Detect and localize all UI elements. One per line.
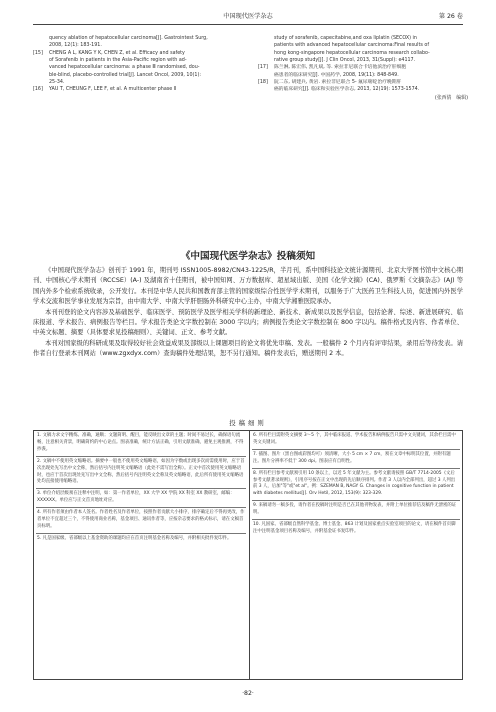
reference-number: [16] bbox=[33, 87, 43, 93]
notice-paragraph: 本刊刊登的论文内容涉及基础医学、临床医学、预防医学及医学相关学科的新理论、新技术、新成果以及医学信息，包括论著、综述、新进展研究、临床报道、学术报告、病例报告等栏目。学术报告类论文字数控制在 3000 字以内；病例报告类论文字数控制在 800 字以内。稿件格式及内容、作者单位、中英文标题、摘要（具体要求见投稿细则）、关键词、正文、参考文献。 bbox=[33, 308, 463, 337]
journal-name: 中国现代医学杂志 bbox=[223, 13, 273, 20]
reference-number bbox=[33, 35, 49, 50]
column-divider bbox=[249, 431, 250, 679]
guideline-item: 1. 文稿力求文字精练、准确，通顺；文题简明、醒目，能反映出文章的主题；时间不易过长，确保语句流畅，注意相关背景，明确简约的中心论点。图表准确，统计方法正确，引用文献准确，避免主观推测，不得抄袭。 bbox=[36, 431, 246, 457]
reference-number bbox=[258, 35, 274, 64]
guideline-item: 8. 所有栏目参考文献须引用 10 条以上，以近 5 年文献为主。参考文献请按照 GB/T 7714-2005《文后参考文献著录规则》，引用序号按在正文中出现的先后顺序排列。作者 3 人以内全部列出，超过 3 人列出前 3 人，后加"等"或"et al"。例：SZEMAN B, NAGY G. Changes in cognitive function in patient with diabetes mellitus[J]. Orv Hetil, 2012, 153(9): 323-329. bbox=[252, 469, 460, 502]
reference-line: patients with advanced hepatocellular carcinoma:Final results of bbox=[274, 43, 430, 49]
reference-entry bbox=[258, 35, 468, 64]
guideline-item: 10. 凡国家、省部级自然科学基金、博士基金、863 计划及国家重点实验室项目的论文，请在稿件首页脚注中注明基金项目名称及编号，并附基金证书复印件。 bbox=[253, 522, 456, 534]
reference-entry bbox=[258, 79, 468, 94]
guideline-item: 2. 文稿中不使用英文缩略语。摘要中一般也不使用英文缩略语，如因为字数或出现多次而需使用时，应于首次出现处先写出中文全称，然后括号内注明英文缩略语（此处不需写出全称）。正文中首次使用英文缩略语时，也应于首次出现处先写出中文全称，然后括号内注明英文全称及英文缩略语，此后所有使用英文缩略语处均直接使用缩略语。 bbox=[36, 457, 246, 490]
references-left-column bbox=[33, 35, 245, 94]
notice-title: 《中国现代医学杂志》投稿须知 bbox=[180, 251, 316, 262]
guidelines-left-column bbox=[36, 431, 246, 679]
notice-paragraph: 《中国现代医学杂志》创刊于 1991 年，期刊号 ISSN1005-8982/CN43-1225/R，半月刊，系中国科技论文统计源期刊、北京大学图书馆中文核心期刊、中国核心学术期刊（RCCSE）(A-) 及湖南省十佳期刊，被中国知网、万方数据库、超星域出版、美国《化学文摘》(CA)、俄罗斯《文摘杂志》(AJ) 等国内外多个检索系统收录，公开发行。本刊是中华人民共和国教育部主管的国家级综合性医学学术期刊，以服务于广大医药卫生科技人员，促进国内外医学学术交流和医学事业发展为宗旨，由中南大学、中南大学肝胆肠外科研究中心主办，中南大学湘雅医院承办。 bbox=[33, 267, 463, 306]
reference-line: vanced hepatocellular carcinoma: a phase Ⅲ randomised, dou- bbox=[49, 65, 200, 71]
guidelines-title: 投稿细则 bbox=[229, 419, 267, 427]
reference-line: 陈兰淋, 陈宏伟, 凯凡斌, 等. 索拉非尼联合卡培他滨治疗肝细胞 bbox=[274, 65, 407, 71]
notice-paragraph: 本刊对国家级的科研成果及取得较好社会效益成果及部级以上课题项目的论文将优先审稿、发表。一般稿件 2 个月内有评审结果，录用后等待发表。请作者自行登录本刊网站（www.zgxdyx.com）查询稿件处理结果，恕不另行通知。稿件发表后，赠送期刊 2 本。 bbox=[33, 339, 463, 358]
reference-line: YAU T, CHEUNG F, LEE F, et al. A multicenter phase Ⅱ bbox=[49, 87, 177, 93]
reference-line: hong kong-singapore hepatocellular carcinoma research collabo- bbox=[274, 50, 430, 56]
reference-line: 阮二东, 胡建兵, 黄岩. 索拉非尼联合 5- 氟尿嘧啶治疗晚期肝 bbox=[274, 80, 402, 86]
notice-body bbox=[33, 266, 463, 360]
reference-line: ble-blind, placebo-controlled trial[J]. Lancet Oncol, 2009, 10(1): bbox=[49, 72, 201, 78]
reference-line: 癌患者的临床研究[J]. 中国药学, 2008, 19(11): 848-849. bbox=[274, 72, 399, 78]
reference-entry bbox=[258, 64, 468, 79]
reference-line: 癌的临床研究[J]. 临床和实验医学杂志, 2013, 12(19): 1573-1574. bbox=[274, 87, 420, 93]
reference-number: [17] bbox=[258, 65, 268, 71]
editor-note: (张西倩 编辑) bbox=[434, 94, 468, 101]
guidelines-table bbox=[33, 430, 463, 680]
reference-number: [18] bbox=[258, 80, 268, 86]
references-right-column bbox=[258, 35, 468, 102]
guideline-item: 7. 插图、图片（黑白图或彩图均可）须清晰，大小 5 cm × 7 cm，须在文章中标明其位置，并附有题注。图片分辨率不低于 300 dpi。图表应有自明性。 bbox=[252, 450, 460, 469]
reference-entry bbox=[33, 35, 245, 50]
guideline-item: 9. 来稿请勿一稿多投，请作者在投稿时注明是否已在其他刊物发表，并附上单位推荐信及稿件无泄密的证明。 bbox=[252, 501, 460, 520]
reference-line: quency ablation of hepatocellular carcinoma[J]. Gastrointest Surg, bbox=[49, 36, 208, 41]
running-header bbox=[33, 10, 463, 25]
reference-line: study of sorafenib, capecitabine,and oxa liplatin (SECOX) in bbox=[274, 36, 417, 41]
reference-line: 25-34. bbox=[49, 80, 65, 86]
reference-number: [15] bbox=[33, 50, 43, 56]
reference-line: of Sorafenib in patients in the Asia-Pacific region with ad- bbox=[49, 58, 187, 64]
reference-line: rative group study[J]. J Clin Oncol, 2013, 31(Suppl): e4117. bbox=[274, 58, 416, 64]
reference-line: 2008, 12(1): 183-191. bbox=[49, 43, 102, 49]
reference-entry bbox=[33, 50, 245, 87]
volume-label: 第 26 卷 bbox=[438, 13, 463, 20]
guideline-item: 6. 所有栏目需附英文摘要 3～5 个，其中临床报道、学术报告和病例报告只需中文关键词，其余栏目需中英文关键词。 bbox=[252, 431, 460, 450]
page-number: ·82· bbox=[242, 690, 254, 697]
guideline-item: 3. 单位介绍层级须在注释中注明，如：第一作者单位，XX 大学 XX 学院 XX 科室 XX 教研室，邮编：XXXXXX。单位应与正文首页地址对应。 bbox=[36, 489, 246, 508]
reference-entry bbox=[33, 86, 245, 93]
guideline-item: 5. 凡是国家级、省部级以上基金资助的课题均应在首页注明基金名称及编号，并附相关批件复印件。 bbox=[37, 535, 232, 541]
reference-line: CHENG A L, KANG Y K, CHEN Z, et al. Efficacy and safety bbox=[49, 50, 185, 56]
guidelines-right-column bbox=[252, 431, 460, 679]
guideline-item: 4. 所有作者须由作者本人签名。作者姓名及作者单位，按照作者贡献大小排序，排序确定后不得再更改，作者单位不宜超过三个，不得使用商业名称，基金项目、通讯作者等，应按杂志要求的格式标示，请在文稿首页标明。 bbox=[36, 508, 246, 534]
